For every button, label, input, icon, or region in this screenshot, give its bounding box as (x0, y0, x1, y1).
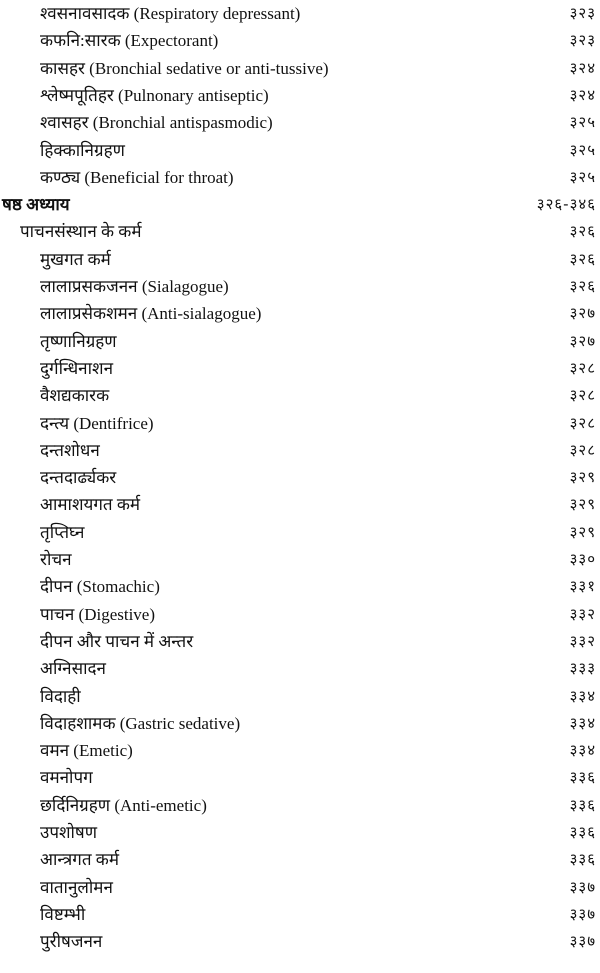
toc-entry-page-number: ३२८ (569, 358, 596, 377)
toc-entry-row (0, 655, 600, 682)
toc-entry-row (0, 300, 600, 327)
toc-entry-row (0, 491, 600, 518)
toc-entry-page-number: ३३७ (569, 877, 596, 896)
toc-entry-title: रोचन (40, 550, 72, 569)
toc-entry-title: पुरीषजनन (40, 932, 103, 952)
toc-entry-title: कण्ठ्य (Beneficial for throat) (40, 167, 234, 187)
toc-entry-title: दुर्गन्धिनाशन (40, 358, 113, 378)
toc-entry-title: दन्तशोधन (40, 440, 100, 460)
toc-entry-row (0, 573, 600, 600)
toc-entry-page-number: ३२६ (569, 277, 596, 295)
toc-entry-title: पाचन (Digestive) (40, 604, 156, 624)
toc-entry-page-number: ३२६ (569, 249, 596, 268)
toc-entry-page-number: ३३२ (569, 631, 596, 650)
toc-entry-title: श्लेष्मपूतिहर (Pulnonary antiseptic) (40, 85, 269, 105)
toc-entry-page-number: ३२८ (569, 386, 596, 405)
toc-entry-title: षष्ठ अध्याय (2, 195, 70, 215)
toc-entry-title: आन्त्रगत कर्म (40, 850, 120, 870)
toc-entry-row (0, 546, 600, 573)
toc-entry-row (0, 355, 600, 382)
toc-entry-row (0, 82, 600, 109)
toc-entry-row (0, 410, 600, 437)
toc-entry-page-number: ३२४ (569, 58, 596, 77)
toc-entry-title: विदाहशामक (Gastric sedative) (40, 713, 241, 733)
toc-entry-row (0, 874, 600, 901)
toc-entry-page-number: ३३१ (569, 577, 596, 596)
toc-entry-page-number: ३३० (569, 550, 596, 568)
toc-entry-page-number: ३३४ (569, 686, 596, 705)
toc-entry-page-number: ३३६ (569, 850, 596, 869)
toc-entry-row (0, 55, 600, 82)
toc-entry-page-number: ३३४ (569, 741, 596, 760)
toc-entry-row (0, 737, 600, 764)
toc-entry-page-number: ३२८ (569, 413, 596, 432)
toc-entry-page-number: ३२८ (569, 440, 596, 459)
toc-entry-title: कासहर (Bronchial sedative or anti-tussive) (40, 58, 329, 78)
toc-entry-row (0, 246, 600, 273)
toc-entry-title: विष्टम्भी (40, 904, 86, 924)
toc-entry-title: आमाशयगत कर्म (40, 495, 141, 515)
toc-entry-row (0, 601, 600, 628)
toc-entry-page-number: ३२५ (569, 113, 596, 132)
toc-entry-page-number: ३२९ (569, 495, 596, 514)
toc-entry-page-number: ३३४ (569, 713, 596, 732)
toc-entry-page-number: ३२९ (569, 468, 596, 487)
toc-entry-row (0, 137, 600, 164)
toc-entry-title: दन्त्य (Dentifrice) (40, 413, 154, 433)
toc-entry-row (0, 382, 600, 409)
toc-entry-row (0, 0, 600, 27)
toc-entry-row (0, 464, 600, 491)
toc-entry-row (0, 792, 600, 819)
toc-entry-title: विदाही (40, 686, 81, 706)
toc-entry-title: वमन (Emetic) (40, 741, 133, 761)
toc-entry-row (0, 109, 600, 136)
toc-entry-page-number: ३३३ (569, 659, 596, 678)
toc-entry-title: लालाप्रसेकशमन (Anti-sialagogue) (40, 304, 262, 324)
toc-entry-row (0, 819, 600, 846)
toc-entry-page-number: ३२६-३४६ (536, 195, 596, 214)
toc-entry-row (0, 437, 600, 464)
toc-entry-title: तृष्णानिग्रहण (40, 331, 117, 351)
toc-entry-row (0, 273, 600, 300)
toc-entry-row (0, 164, 600, 191)
toc-entry-page-number: ३३६ (569, 795, 596, 814)
toc-entry-page-number: ३२५ (569, 167, 596, 186)
toc-entry-title: पाचनसंस्थान के कर्म (20, 222, 142, 242)
toc-entry-page-number: ३२७ (569, 331, 596, 350)
toc-entry-row (0, 901, 600, 928)
toc-entry-page-number: ३३७ (569, 932, 596, 951)
toc-entry-row (0, 710, 600, 737)
toc-entry-page-number: ३२५ (569, 140, 596, 159)
toc-entry-row (0, 628, 600, 655)
toc-entry-page-number: ३२३ (569, 31, 596, 50)
toc-entry-title: अग्निसादन (40, 659, 106, 679)
toc-entry-page-number: ३३६ (569, 768, 596, 787)
toc-entry-page-number: ३३६ (569, 823, 596, 841)
toc-entry-row (0, 846, 600, 873)
toc-entry-title: दीपन (Stomachic) (40, 577, 160, 597)
toc-entry-page-number: ३३७ (569, 904, 596, 923)
toc-entry-title: छर्दिनिग्रहण (Anti-emetic) (40, 795, 207, 815)
toc-entry-title: श्वसनावसादक (Respiratory depressant) (40, 4, 301, 23)
toc-entry-row (0, 683, 600, 710)
toc-entry-page-number: ३२४ (569, 85, 596, 104)
toc-entry-page-number: ३२९ (569, 522, 596, 541)
toc-entry-row (0, 519, 600, 546)
toc-entry-title: वमनोपग (40, 768, 93, 788)
toc-entry-row (0, 764, 600, 791)
section-heading-row (0, 218, 600, 245)
toc-entry-page-number: ३२३ (569, 4, 596, 22)
toc-entry-row (0, 328, 600, 355)
toc-entry-page-number: ३२६ (569, 222, 596, 241)
toc-entry-title: तृप्तिघ्न (40, 522, 85, 542)
toc-entry-title: मुखगत कर्म (40, 249, 111, 269)
toc-entry-page-number: ३३२ (569, 604, 596, 623)
toc-entry-title: वातानुलोमन (40, 877, 113, 897)
toc-entry-title: वैशद्यकारक (40, 386, 110, 406)
toc-entry-title: कफनि:सारक (Expectorant) (40, 31, 219, 51)
toc-entry-row (0, 27, 600, 54)
toc-entry-title: श्वासहर (Bronchial antispasmodic) (40, 113, 273, 133)
chapter-heading-row (0, 191, 600, 218)
toc-entry-title: लालाप्रसकजनन (Sialagogue) (40, 277, 229, 296)
toc-entry-title: हिक्कानिग्रहण (40, 140, 125, 160)
toc-entry-title: उपशोषण (40, 823, 98, 842)
toc-entry-title: दन्तदार्ढ्यकर (40, 468, 117, 488)
toc-entry-page-number: ३२७ (569, 304, 596, 323)
toc-entry-title: दीपन और पाचन में अन्तर (40, 631, 194, 651)
toc-entry-row (0, 928, 600, 955)
